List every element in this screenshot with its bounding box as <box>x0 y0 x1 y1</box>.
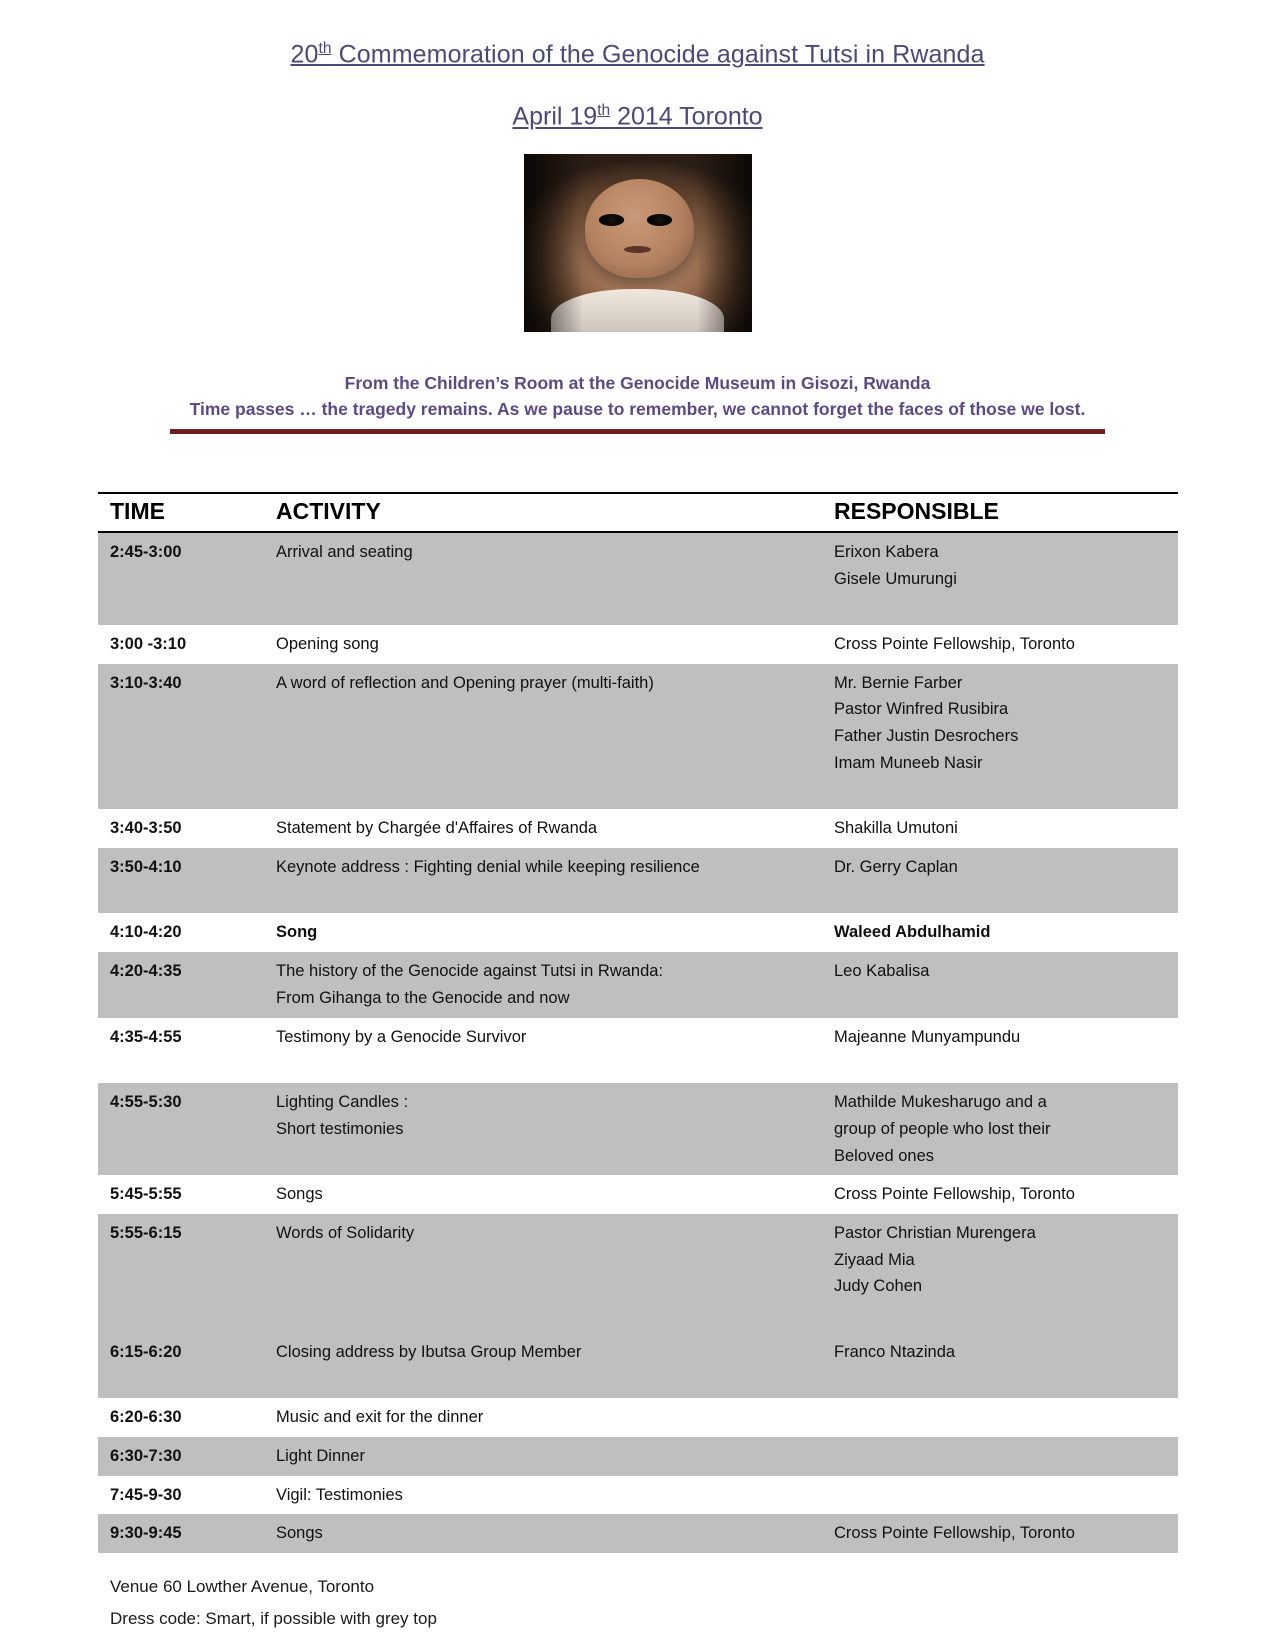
cell-responsible <box>822 952 1178 1017</box>
page-title-suffix: Commemoration of the Genocide against Tutsi in Rwanda <box>331 40 985 69</box>
cell-responsible <box>822 1437 1178 1476</box>
cell-responsible-line: group of people who lost their <box>834 1119 1051 1138</box>
photo-shadow-right <box>697 154 752 332</box>
table-row <box>98 1214 1178 1333</box>
cell-responsible-line <box>834 777 1168 804</box>
cell-responsible-line: Pastor Winfred Rusibira <box>834 700 1009 719</box>
cell-responsible <box>822 1018 1178 1083</box>
cell-responsible-line: Beloved ones <box>834 1146 934 1165</box>
cell-responsible-line <box>834 592 1168 619</box>
cell-responsible-line: Leo Kabalisa <box>834 962 930 981</box>
cell-activity <box>264 1018 822 1083</box>
table-row <box>98 1437 1178 1476</box>
cell-responsible <box>822 532 1178 625</box>
page-subtitle-ordinal: th <box>597 102 611 120</box>
cell-activity-line: Statement by Chargée d'Affaires of Rwanda <box>276 819 598 838</box>
cell-activity-line: Song <box>276 923 318 942</box>
photo-eye-left <box>599 214 624 226</box>
cell-activity <box>264 532 822 625</box>
cell-responsible <box>822 1083 1178 1175</box>
cell-responsible-line: Waleed Abdulhamid <box>834 923 991 942</box>
cell-activity <box>264 1514 822 1553</box>
table-row <box>98 1333 1178 1398</box>
photo-face <box>585 179 694 279</box>
cell-activity-line: Closing address by Ibutsa Group Member <box>276 1342 582 1361</box>
cell-time: 4:20-4:35 <box>98 952 264 1017</box>
cell-activity <box>264 1083 822 1175</box>
cell-responsible <box>822 1214 1178 1333</box>
cell-activity <box>264 1398 822 1437</box>
cell-activity-line: Songs <box>276 1524 323 1543</box>
cell-time: 4:10-4:20 <box>98 913 264 952</box>
page-subtitle-suffix: 2014 Toronto <box>610 102 763 131</box>
cell-time: 4:35-4:55 <box>98 1018 264 1083</box>
cell-time: 7:45-9-30 <box>98 1476 264 1515</box>
cell-responsible-line: Cross Pointe Fellowship, Toronto <box>834 1524 1075 1543</box>
cell-activity <box>264 913 822 952</box>
cell-responsible-line: Mathilde Mukesharugo and a <box>834 1093 1047 1112</box>
table-row <box>98 1175 1178 1214</box>
cell-time: 3:40-3:50 <box>98 809 264 848</box>
caption-line-2: Time passes … the tragedy remains. As we pause to remember, we cannot forget the faces of those we lost. <box>189 399 1086 420</box>
cell-activity <box>264 1333 822 1398</box>
cell-activity <box>264 625 822 664</box>
cell-activity-line: Vigil: Testimonies <box>276 1485 403 1504</box>
cell-responsible-line: Pastor Christian Murengera <box>834 1223 1036 1242</box>
cell-activity <box>264 809 822 848</box>
photo-container <box>98 154 1177 332</box>
horizontal-rule <box>170 429 1105 434</box>
cell-responsible-line: Cross Pointe Fellowship, Toronto <box>834 635 1075 653</box>
cell-responsible <box>822 1476 1178 1515</box>
cell-activity-line: Lighting Candles : <box>276 1093 409 1112</box>
cell-time: 4:55-5:30 <box>98 1083 264 1175</box>
cell-responsible <box>822 625 1178 664</box>
table-header-row <box>98 493 1178 532</box>
cell-responsible <box>822 1175 1178 1214</box>
agenda-table-body <box>98 532 1178 1553</box>
cell-responsible-line <box>834 1443 1168 1470</box>
cell-time: 3:50-4:10 <box>98 848 264 913</box>
photo-caption <box>178 370 1098 423</box>
table-row <box>98 913 1178 952</box>
footer-notes <box>98 1571 1177 1636</box>
cell-activity-line: Music and exit for the dinner <box>276 1408 484 1427</box>
photo-eye-right <box>647 214 672 226</box>
agenda-table <box>98 492 1178 1553</box>
cell-time: 3:00 -3:10 <box>98 625 264 664</box>
cell-responsible-line <box>834 1050 1168 1077</box>
cell-activity-line: Arrival and seating <box>276 542 413 561</box>
cell-responsible-line: Cross Pointe Fellowship, Toronto <box>834 1185 1075 1204</box>
cell-responsible-line <box>834 881 1168 908</box>
cell-responsible-line: Dr. Gerry Caplan <box>834 858 958 877</box>
child-portrait-photo <box>524 154 752 332</box>
cell-activity <box>264 1175 822 1214</box>
cell-activity <box>264 1476 822 1515</box>
cell-activity-line: Short testimonies <box>276 1119 404 1138</box>
table-row <box>98 625 1178 664</box>
cell-activity <box>264 1437 822 1476</box>
cell-activity-line: Opening song <box>276 635 379 653</box>
table-row <box>98 1476 1178 1515</box>
cell-activity-line: Words of Solidarity <box>276 1223 415 1242</box>
cell-responsible <box>822 1514 1178 1553</box>
caption-line-1: From the Children’s Room at the Genocide Museum in Gisozi, Rwanda <box>344 372 931 393</box>
cell-responsible-line: Erixon Kabera <box>834 542 939 561</box>
cell-time: 6:20-6:30 <box>98 1398 264 1437</box>
page-subtitle <box>98 69 1177 131</box>
column-header-responsible: RESPONSIBLE <box>822 493 1178 532</box>
photo-shadow-left <box>524 154 583 332</box>
cell-activity-line: Light Dinner <box>276 1446 365 1465</box>
cell-responsible-line <box>834 1404 1168 1431</box>
cell-responsible <box>822 1333 1178 1398</box>
table-row <box>98 848 1178 913</box>
cell-responsible-line <box>834 1300 1168 1327</box>
cell-responsible <box>822 1398 1178 1437</box>
cell-responsible <box>822 664 1178 810</box>
table-row <box>98 1514 1178 1553</box>
page-subtitle-prefix: April 19 <box>512 102 598 131</box>
cell-responsible-line: Mr. Bernie Farber <box>834 673 963 692</box>
cell-activity-line: Keynote address : Fighting denial while keeping resilience <box>276 858 700 877</box>
table-row <box>98 952 1178 1017</box>
cell-activity <box>264 1214 822 1333</box>
cell-responsible-line: Gisele Umurungi <box>834 569 957 588</box>
table-row <box>98 809 1178 848</box>
dress-code-text: Dress code: Smart, if possible with grey top <box>110 1609 437 1629</box>
cell-responsible-line <box>834 1482 1168 1509</box>
column-header-activity: ACTIVITY <box>264 493 822 532</box>
cell-time: 5:55-6:15 <box>98 1214 264 1333</box>
table-row <box>98 1398 1178 1437</box>
cell-responsible-line: Franco Ntazinda <box>834 1342 956 1361</box>
cell-time: 2:45-3:00 <box>98 532 264 625</box>
table-row <box>98 1018 1178 1083</box>
cell-activity-line: Songs <box>276 1185 323 1204</box>
cell-time: 3:10-3:40 <box>98 664 264 810</box>
page-title-prefix: 20 <box>290 40 319 69</box>
cell-time: 9:30-9:45 <box>98 1514 264 1553</box>
cell-time: 6:15-6:20 <box>98 1333 264 1398</box>
cell-responsible-line <box>834 1366 1168 1393</box>
cell-responsible-line: Imam Muneeb Nasir <box>834 753 983 772</box>
cell-time: 6:30-7:30 <box>98 1437 264 1476</box>
table-row <box>98 664 1178 810</box>
cell-responsible <box>822 913 1178 952</box>
cell-responsible-line: Ziyaad Mia <box>834 1250 915 1269</box>
cell-responsible-line: Majeanne Munyampundu <box>834 1027 1021 1046</box>
cell-activity <box>264 952 822 1017</box>
page-title <box>98 0 1177 69</box>
column-header-time: TIME <box>98 493 264 532</box>
cell-responsible-line: Shakilla Umutoni <box>834 819 958 838</box>
cell-responsible <box>822 809 1178 848</box>
page-title-ordinal: th <box>318 40 332 57</box>
cell-activity-line: The history of the Genocide against Tutsi in Rwanda: <box>276 962 664 981</box>
cell-activity <box>264 664 822 810</box>
cell-time: 5:45-5:55 <box>98 1175 264 1214</box>
cell-responsible <box>822 848 1178 913</box>
agenda-table-head <box>98 493 1178 532</box>
table-row <box>98 1083 1178 1175</box>
cell-activity <box>264 848 822 913</box>
venue-text: Venue 60 Lowther Avenue, Toronto <box>110 1577 375 1597</box>
table-row <box>98 532 1178 625</box>
cell-activity-line: From Gihanga to the Genocide and now <box>276 988 570 1007</box>
cell-responsible-line: Father Justin Desrochers <box>834 727 1019 746</box>
cell-activity-line: Testimony by a Genocide Survivor <box>276 1027 527 1046</box>
cell-responsible-line: Judy Cohen <box>834 1277 923 1296</box>
cell-activity-line: A word of reflection and Opening prayer (multi-faith) <box>276 673 654 692</box>
